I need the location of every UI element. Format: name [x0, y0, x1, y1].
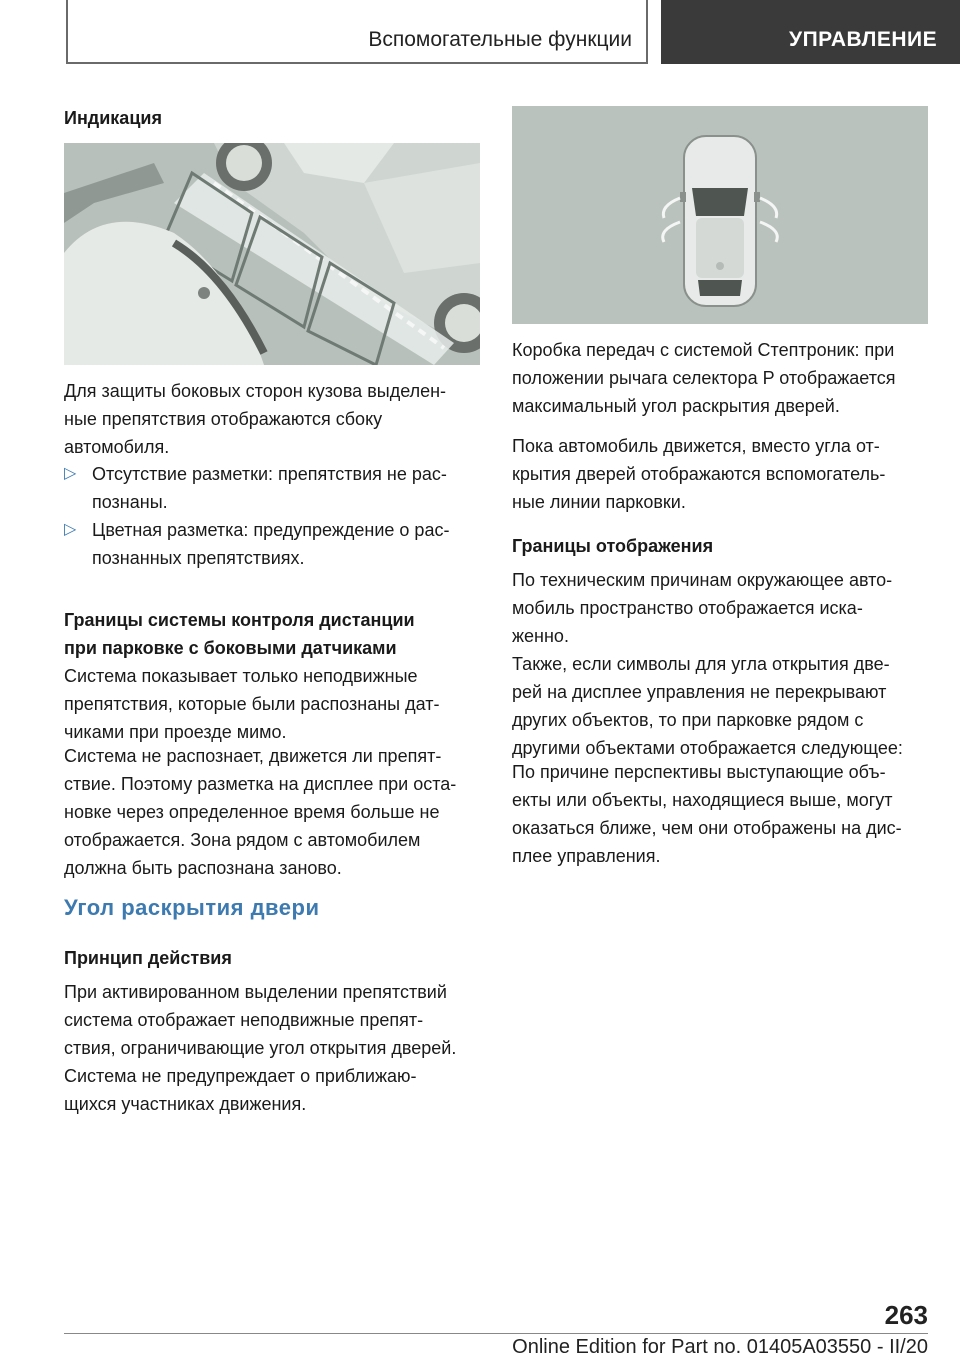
door-angle-illustration — [512, 106, 928, 324]
page-number: 263 — [884, 1300, 928, 1330]
heading-display-limits: Границы отображения — [512, 536, 714, 556]
principle-paragraph-2: Система не предупреждает о приближаю- щихся участниках движения. — [64, 1066, 417, 1114]
limits-paragraph-1: Система показывает только неподвижные препятствия, которые были распознаны дат- чиками при проезде мимо. — [64, 666, 440, 742]
intro-paragraph: Для защиты боковых сторон кузова выделен- ные препятствия отображаются сбоку автомобиля. — [64, 381, 447, 457]
chapter-title: УПРАВЛЕНИЕ — [789, 28, 938, 51]
heading-system-limits: Границы системы контроля дистанции при парковке с боковыми датчиками — [64, 610, 415, 658]
display-limits-paragraph-2: Также, если символы для угла открытия две- рей на дисплее управления не перекрывают других объектов, то при парковке рядом с другими объектами отображается следующее: — [512, 654, 903, 758]
triangle-bullet-icon: ▷ — [64, 465, 77, 482]
side-parking-image — [64, 143, 480, 365]
principle-paragraph-1: При активированном выделении препятствий система отображает неподвижные препят- ствия, ограничивающие угол открытия дверей. — [64, 982, 457, 1058]
edition-text: Online Edition for Part no. 01405A03550 - II/20 — [512, 1336, 928, 1358]
footer-divider — [64, 1333, 928, 1334]
steptronic-paragraph: Коробка передач с системой Стептроник: при положении рычага селектора P отображается максимальный угол раскрытия дверей. — [512, 340, 896, 416]
section-heading-door-angle: Угол раскрытия двери — [64, 895, 320, 920]
header-chapter-box — [661, 0, 960, 64]
limits-paragraph-2: Система не распознает, движется ли препят- ствие. Поэтому разметка на дисплее при оста- новке через определенное время больше не отображается. Зона рядом с автомобилем должна быть распознана заново. — [64, 746, 457, 878]
triangle-bullet-icon: ▷ — [64, 521, 77, 538]
section-title: Вспомогательные функции — [368, 28, 632, 51]
display-limits-paragraph-3: По причине перспективы выступающие объ- екты или объекты, находящиеся выше, могут оказаться ближе, чем они отображены на дис- плее управления. — [512, 762, 902, 866]
side-parking-illustration — [64, 143, 480, 365]
heading-principle: Принцип действия — [64, 948, 232, 968]
display-limits-paragraph-1: По техническим причинам окружающее авто- мобиль пространство отображается иска- женно. — [512, 570, 893, 646]
moving-paragraph: Пока автомобиль движется, вместо угла от- крытия дверей отображаются вспомогатель- ные линии парковки. — [512, 436, 886, 512]
door-angle-image — [512, 106, 928, 324]
header-section-box — [66, 0, 648, 64]
heading-indication: Индикация — [64, 108, 162, 128]
